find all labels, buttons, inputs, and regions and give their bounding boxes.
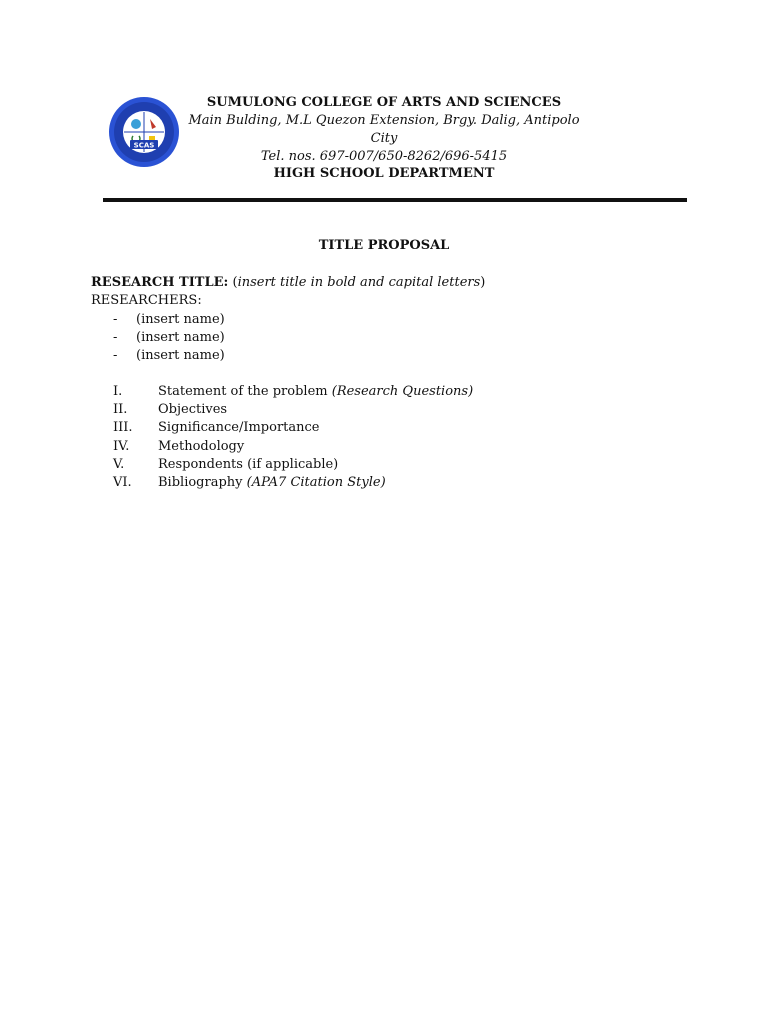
outline-numeral: III. xyxy=(113,420,133,436)
outline-item xyxy=(113,456,473,474)
outline-note: (Research Questions) xyxy=(331,384,474,399)
outline-item xyxy=(113,419,473,437)
researchers-label: RESEARCHERS: xyxy=(91,293,202,309)
outline-text: Statement of the problem xyxy=(158,384,332,399)
outline-numeral: I. xyxy=(113,384,123,399)
list-dash: - xyxy=(113,330,118,346)
outline-item xyxy=(113,401,473,419)
researcher-item xyxy=(113,329,225,347)
outline-text: Significance/Importance xyxy=(158,420,320,436)
document-title: TITLE PROPOSAL xyxy=(318,238,450,253)
outline-text: Methodology xyxy=(158,438,245,454)
outline-text: Respondents (if applicable) xyxy=(158,456,339,472)
school-seal-logo xyxy=(108,96,180,168)
school-telephone: Tel. nos. 697-007/650-8262/696-5415 xyxy=(260,149,508,164)
outline-note: (APA7 Citation Style) xyxy=(246,475,386,491)
outline-text: Bibliography xyxy=(158,475,247,491)
research-title-open-paren: ( xyxy=(228,275,238,290)
outline-text: Objectives xyxy=(158,402,228,418)
school-address: Main Bulding, M.L Quezon Extension, Brgy. Dalig, Antipolo City xyxy=(188,113,580,146)
outline-item xyxy=(113,474,473,492)
researcher-name: (insert name) xyxy=(136,312,225,327)
research-section xyxy=(91,274,485,310)
outline-numeral: II. xyxy=(113,402,128,418)
outline-item xyxy=(113,383,473,401)
research-title-close-paren: ) xyxy=(480,275,486,290)
header-divider xyxy=(103,198,687,202)
research-title-line xyxy=(91,274,485,292)
researcher-name: (insert name) xyxy=(136,330,225,346)
school-name: SUMULONG COLLEGE OF ARTS AND SCIENCES xyxy=(206,95,562,110)
seal-abbrev: SCAS xyxy=(133,141,155,150)
globe-icon xyxy=(131,119,141,129)
proposal-outline xyxy=(113,383,473,492)
outline-item xyxy=(113,438,473,456)
researcher-item xyxy=(113,311,225,329)
outline-numeral: IV. xyxy=(113,438,130,454)
researcher-name: (insert name) xyxy=(136,348,225,364)
list-dash: - xyxy=(113,348,118,364)
department-name: HIGH SCHOOL DEPARTMENT xyxy=(273,166,495,181)
researchers-list xyxy=(113,311,225,366)
research-title-label: RESEARCH TITLE: xyxy=(91,275,229,290)
researcher-item xyxy=(113,347,225,365)
outline-numeral: VI. xyxy=(113,475,132,491)
outline-numeral: V. xyxy=(113,456,125,472)
school-header xyxy=(180,94,588,166)
research-title-hint: insert title in bold and capital letters xyxy=(237,275,481,290)
list-dash: - xyxy=(113,312,118,327)
